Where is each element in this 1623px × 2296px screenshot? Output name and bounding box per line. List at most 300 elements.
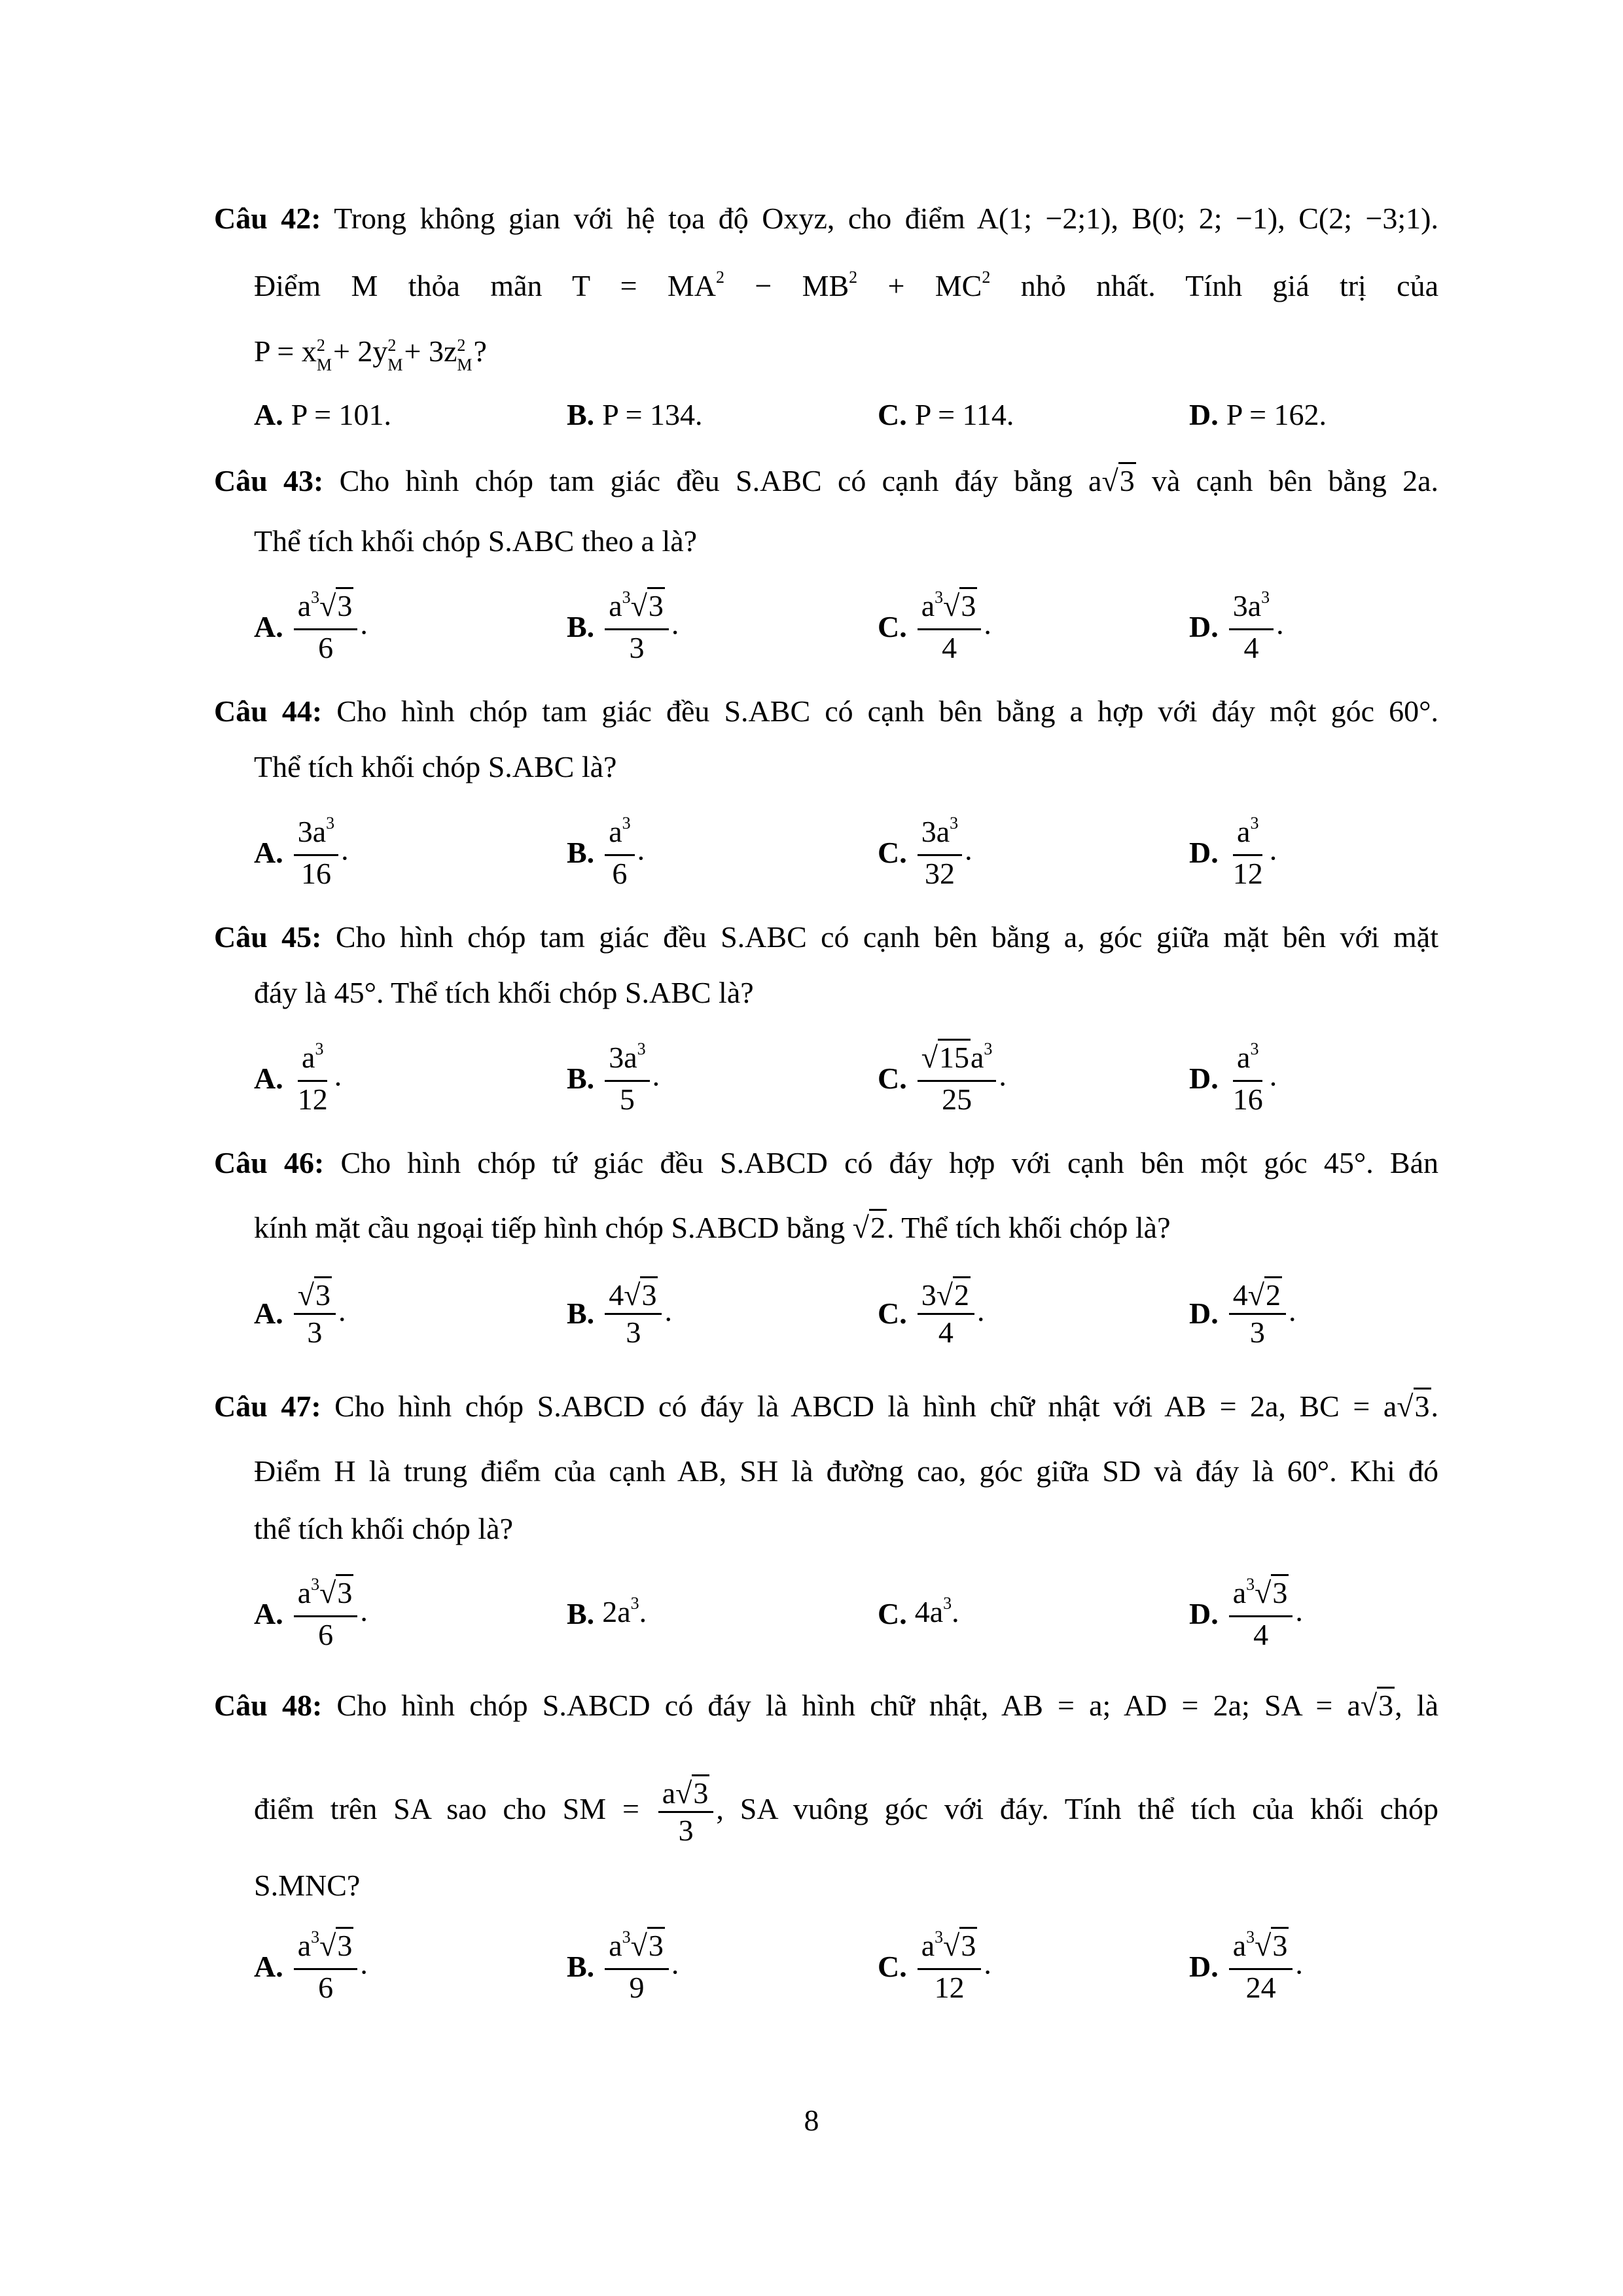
text-run: 12 bbox=[934, 1971, 965, 2004]
answer-option-b bbox=[567, 1591, 647, 1637]
radicand: 3 bbox=[336, 587, 353, 622]
option-letter: D. bbox=[1189, 836, 1219, 869]
text-run: . bbox=[1431, 1390, 1439, 1423]
radicand: 2 bbox=[869, 1209, 887, 1244]
denominator bbox=[314, 630, 337, 666]
text-run: 16 bbox=[300, 857, 331, 890]
text-run: . bbox=[1295, 1946, 1303, 1981]
denominator bbox=[675, 1813, 698, 1848]
square-root bbox=[1397, 1388, 1431, 1423]
numerator bbox=[605, 1928, 669, 1970]
radical-sign-icon: √ bbox=[852, 1211, 870, 1244]
numerator bbox=[1229, 1928, 1293, 1970]
text-run: thể tích khối chóp là? bbox=[254, 1512, 513, 1545]
text-run: . bbox=[1295, 1594, 1303, 1628]
superscript: 2 bbox=[849, 268, 858, 287]
fraction bbox=[1229, 1928, 1293, 2005]
square-root bbox=[1255, 1927, 1289, 1962]
option-letter: C. bbox=[878, 1297, 907, 1330]
text-run: Cho hình chóp tam giác đều S.ABC có cạnh bên bằng a, góc giữa mặt bên với mặt bbox=[321, 920, 1438, 954]
fraction bbox=[605, 814, 634, 891]
answer-option-d bbox=[1189, 392, 1327, 438]
option-letter: D. bbox=[1189, 1062, 1219, 1095]
text-run: Cho hình chóp S.ABCD có đáy là hình chữ nhật, AB = a; AD = 2a; SA = a bbox=[322, 1689, 1361, 1722]
superscript: 3 bbox=[630, 1593, 639, 1613]
question-line bbox=[214, 689, 1438, 734]
text-run: 3 bbox=[629, 631, 645, 664]
option-content bbox=[602, 814, 645, 891]
numerator bbox=[1233, 1040, 1262, 1082]
text-run: 6 bbox=[612, 857, 628, 890]
denominator bbox=[622, 1315, 645, 1350]
radical-sign-icon: √ bbox=[1247, 1278, 1264, 1312]
answer-option-d bbox=[1189, 588, 1284, 664]
text-run: 32 bbox=[924, 857, 955, 890]
question-label: Câu 46: bbox=[214, 1146, 325, 1179]
radicand: 3 bbox=[1377, 1687, 1395, 1722]
option-content bbox=[1226, 1575, 1303, 1653]
square-root bbox=[631, 1927, 665, 1962]
numerator bbox=[918, 1040, 997, 1082]
option-letter: B. bbox=[567, 398, 595, 431]
text-run: 4 bbox=[1243, 631, 1259, 664]
radical-sign-icon: √ bbox=[1255, 1576, 1272, 1609]
option-letter: B. bbox=[567, 1950, 595, 1983]
radical-sign-icon: √ bbox=[943, 1929, 960, 1962]
option-letter: A. bbox=[254, 1597, 283, 1630]
text-run: 3 bbox=[921, 1278, 936, 1312]
option-content bbox=[291, 1928, 368, 2005]
text-run: . bbox=[652, 1058, 660, 1092]
fraction bbox=[605, 1278, 662, 1350]
text-run: Trong không gian với hệ tọa độ Oxyz, cho điểm A(1; −2;1), B(0; 2; −1), C(2; −3;1). bbox=[321, 202, 1438, 235]
option-content bbox=[1226, 1278, 1296, 1350]
numerator bbox=[918, 1278, 974, 1315]
denominator bbox=[1240, 630, 1262, 666]
option-content bbox=[602, 1589, 647, 1640]
text-run: a bbox=[1232, 1929, 1247, 1962]
numerator bbox=[605, 1040, 649, 1082]
radicand: 3 bbox=[1271, 1927, 1289, 1962]
text-run: đáy là 45°. Thể tích khối chóp S.ABC là? bbox=[254, 976, 754, 1009]
option-content bbox=[915, 814, 972, 891]
option-content bbox=[291, 814, 349, 891]
answer-option-c bbox=[878, 1039, 1007, 1116]
radical-sign-icon: √ bbox=[1360, 1689, 1378, 1722]
page-number: 8 bbox=[804, 2104, 819, 2137]
option-content bbox=[915, 392, 1014, 438]
superscript: 2 bbox=[316, 336, 325, 355]
superscript: 3 bbox=[1246, 1575, 1255, 1594]
radical-sign-icon: √ bbox=[1101, 464, 1118, 497]
numerator bbox=[1233, 814, 1262, 856]
fraction bbox=[294, 1575, 358, 1653]
radical-sign-icon: √ bbox=[1255, 1929, 1272, 1962]
answer-options bbox=[254, 588, 1438, 664]
denominator bbox=[303, 1315, 326, 1350]
superscript: 2 bbox=[982, 268, 991, 287]
text-run: Cho hình chóp tam giác đều S.ABC có cạnh bên bằng a hợp với đáy một góc 60°. bbox=[322, 694, 1438, 728]
answer-option-b bbox=[567, 1928, 679, 2004]
superscript: 3 bbox=[622, 588, 631, 607]
question-label: Câu 48: bbox=[214, 1689, 323, 1722]
answer-option-c bbox=[878, 1928, 991, 2004]
text-run: . bbox=[1276, 607, 1284, 641]
question-line bbox=[214, 458, 1438, 504]
denominator bbox=[938, 630, 961, 666]
denominator bbox=[297, 856, 335, 891]
fraction bbox=[918, 588, 982, 666]
superscript: 3 bbox=[935, 588, 944, 607]
answer-option-a bbox=[254, 1575, 368, 1651]
square-root bbox=[1248, 1276, 1282, 1312]
question-label: Câu 44: bbox=[214, 694, 323, 728]
radicand: 3 bbox=[336, 1927, 353, 1962]
option-letter: D. bbox=[1189, 610, 1219, 643]
answer-option-d bbox=[1189, 1928, 1303, 2004]
fraction bbox=[658, 1776, 714, 1848]
superscript: 3 bbox=[637, 1039, 646, 1058]
text-run: P = 134. bbox=[602, 398, 703, 431]
text-run: 6 bbox=[318, 1971, 334, 2004]
question-line bbox=[254, 1205, 1438, 1251]
superscript: 3 bbox=[1261, 588, 1270, 607]
superscript: 3 bbox=[950, 814, 959, 833]
text-run: + 2y bbox=[332, 334, 388, 368]
superscript: 3 bbox=[326, 814, 335, 833]
option-letter: A. bbox=[254, 1950, 283, 1983]
text-run: 12 bbox=[1232, 857, 1263, 890]
superscript: 2 bbox=[715, 268, 724, 287]
square-root bbox=[298, 1276, 332, 1312]
answer-option-c bbox=[878, 588, 991, 664]
text-run: + 3z bbox=[404, 334, 457, 368]
option-letter: D. bbox=[1189, 398, 1219, 431]
question-line bbox=[254, 744, 1438, 790]
option-letter: A. bbox=[254, 836, 283, 869]
text-run: a bbox=[921, 1929, 935, 1962]
option-letter: C. bbox=[878, 610, 907, 643]
option-content bbox=[602, 1040, 660, 1117]
option-letter: B. bbox=[567, 1297, 595, 1330]
fraction bbox=[294, 814, 338, 891]
text-run: Thể tích khối chóp S.ABC theo a là? bbox=[254, 524, 698, 558]
numerator bbox=[298, 1040, 327, 1082]
superscript: 3 bbox=[1250, 814, 1259, 833]
square-root bbox=[943, 587, 977, 622]
superscript: 3 bbox=[311, 1575, 320, 1594]
text-run: 25 bbox=[942, 1083, 972, 1116]
radical-sign-icon: √ bbox=[943, 589, 960, 622]
text-run: − MB bbox=[724, 269, 849, 302]
text-run: P = x bbox=[254, 334, 317, 368]
text-run: . bbox=[976, 1293, 985, 1327]
square-root bbox=[624, 1276, 658, 1312]
question-label: Câu 43: bbox=[214, 464, 324, 497]
numerator bbox=[918, 588, 982, 630]
text-run: 6 bbox=[318, 1618, 334, 1651]
option-content bbox=[291, 392, 391, 438]
answer-option-c bbox=[878, 392, 1014, 438]
text-run: nhỏ nhất. Tính giá trị của bbox=[990, 269, 1438, 302]
superscript: 2 bbox=[387, 336, 397, 355]
subscript: M bbox=[316, 355, 332, 375]
option-content bbox=[915, 588, 991, 666]
radicand: 3 bbox=[959, 587, 977, 622]
text-run: P = 101. bbox=[291, 398, 392, 431]
question-line bbox=[254, 1776, 1438, 1847]
option-letter: B. bbox=[567, 1062, 595, 1095]
text-run: 2a bbox=[602, 1594, 631, 1628]
option-letter: A. bbox=[254, 610, 283, 643]
option-letter: C. bbox=[878, 1062, 907, 1095]
radicand: 3 bbox=[647, 587, 665, 622]
text-run: . bbox=[341, 833, 349, 867]
text-run: S.MNC? bbox=[254, 1869, 361, 1902]
text-run: 3a bbox=[609, 1041, 637, 1074]
text-run: 3 bbox=[307, 1315, 323, 1349]
text-run: 6 bbox=[318, 631, 334, 664]
text-run: a bbox=[662, 1776, 676, 1810]
text-run: a bbox=[1237, 1041, 1251, 1074]
option-letter: B. bbox=[567, 610, 595, 643]
radical-sign-icon: √ bbox=[319, 1576, 336, 1609]
fraction bbox=[294, 1928, 358, 2005]
answer-option-b bbox=[567, 814, 645, 890]
fraction bbox=[605, 588, 669, 666]
text-run: P = 162. bbox=[1226, 398, 1327, 431]
numerator bbox=[1229, 1278, 1286, 1315]
question-line bbox=[254, 329, 1438, 374]
fraction bbox=[605, 1040, 649, 1117]
fraction bbox=[294, 1040, 332, 1117]
numerator bbox=[294, 588, 358, 630]
fraction bbox=[918, 1928, 982, 2005]
text-run: Cho hình chóp tam giác đều S.ABC có cạnh đáy bằng a bbox=[323, 464, 1102, 497]
option-letter: C. bbox=[878, 1950, 907, 1983]
fraction bbox=[605, 1928, 669, 2005]
text-run: 4 bbox=[938, 1315, 954, 1349]
denominator bbox=[1246, 1315, 1269, 1350]
answer-option-b bbox=[567, 1039, 660, 1116]
superscript: 3 bbox=[315, 1039, 324, 1058]
answer-options bbox=[254, 814, 1438, 890]
radical-sign-icon: √ bbox=[297, 1278, 314, 1312]
option-content bbox=[1226, 1928, 1303, 2005]
text-run: và cạnh bên bằng 2a. bbox=[1135, 464, 1438, 497]
radical-sign-icon: √ bbox=[319, 589, 336, 622]
question-line bbox=[214, 1384, 1438, 1429]
superscript: 3 bbox=[1246, 1928, 1255, 1946]
radicand: 3 bbox=[959, 1927, 977, 1962]
square-root bbox=[853, 1209, 887, 1244]
answer-option-b bbox=[567, 392, 703, 438]
text-run: Điểm M thỏa mãn T = MA bbox=[254, 269, 716, 302]
superscript: 3 bbox=[984, 1039, 993, 1058]
fraction bbox=[1229, 1575, 1293, 1653]
answer-options bbox=[254, 1928, 1438, 2004]
square-root bbox=[936, 1276, 971, 1312]
text-run: . bbox=[671, 1946, 679, 1981]
square-root bbox=[675, 1774, 709, 1810]
option-letter: D. bbox=[1189, 1950, 1219, 1983]
radical-sign-icon: √ bbox=[921, 1041, 938, 1074]
option-content bbox=[1226, 814, 1277, 891]
answer-option-d bbox=[1189, 1575, 1303, 1651]
text-run: , là bbox=[1395, 1689, 1439, 1722]
denominator bbox=[921, 856, 959, 891]
text-run: 5 bbox=[619, 1083, 635, 1116]
answer-option-a bbox=[254, 814, 349, 890]
text-run: 16 bbox=[1232, 1083, 1263, 1116]
option-content bbox=[1226, 588, 1284, 666]
text-run: . bbox=[1269, 1058, 1277, 1092]
text-run: . bbox=[637, 833, 645, 867]
numerator bbox=[1229, 588, 1274, 630]
radical-sign-icon: √ bbox=[1397, 1390, 1414, 1423]
text-run: 4 bbox=[1253, 1618, 1269, 1651]
option-content bbox=[1226, 392, 1327, 438]
numerator bbox=[294, 1575, 358, 1617]
denominator bbox=[1242, 1970, 1280, 2005]
radical-sign-icon: √ bbox=[624, 1278, 641, 1312]
text-run: 24 bbox=[1245, 1971, 1276, 2004]
denominator bbox=[616, 1082, 639, 1117]
text-run: 4 bbox=[609, 1278, 624, 1312]
option-letter: A. bbox=[254, 1062, 283, 1095]
text-run: . bbox=[1269, 833, 1277, 867]
question-line bbox=[214, 1140, 1438, 1186]
option-letter: D. bbox=[1189, 1297, 1219, 1330]
text-run: 3 bbox=[626, 1315, 641, 1349]
question-line bbox=[254, 263, 1438, 309]
question-line bbox=[214, 914, 1438, 960]
question-line bbox=[254, 1863, 1438, 1909]
text-run: . bbox=[952, 1594, 959, 1628]
text-run: a bbox=[297, 589, 312, 622]
numerator bbox=[605, 588, 669, 630]
answer-option-a bbox=[254, 1928, 368, 2004]
numerator bbox=[918, 1928, 982, 1970]
answer-options bbox=[254, 1575, 1438, 1651]
text-run: . bbox=[999, 1058, 1007, 1092]
text-run: a bbox=[1237, 815, 1251, 848]
text-run: . bbox=[984, 1946, 991, 1981]
option-content bbox=[602, 392, 702, 438]
answer-option-c bbox=[878, 1591, 959, 1637]
answer-option-a bbox=[254, 1278, 346, 1349]
square-root bbox=[921, 1039, 971, 1074]
denominator bbox=[935, 1315, 957, 1350]
question-label: Câu 42: bbox=[214, 202, 321, 235]
denominator bbox=[1229, 856, 1267, 891]
option-content bbox=[291, 588, 368, 666]
square-root bbox=[1255, 1574, 1289, 1609]
radical-sign-icon: √ bbox=[675, 1776, 692, 1810]
option-letter: B. bbox=[567, 836, 595, 869]
option-letter: D. bbox=[1189, 1597, 1219, 1630]
superscript: 3 bbox=[622, 814, 631, 833]
radicand: 2 bbox=[953, 1276, 971, 1312]
radicand: 3 bbox=[647, 1927, 665, 1962]
answer-options bbox=[254, 392, 1438, 438]
text-run: 4 bbox=[1232, 1278, 1248, 1312]
option-letter: C. bbox=[878, 836, 907, 869]
superscript: 3 bbox=[943, 1593, 952, 1613]
denominator bbox=[626, 630, 649, 666]
radicand: 3 bbox=[1414, 1388, 1431, 1423]
text-run: 3a bbox=[1232, 589, 1262, 622]
option-content bbox=[291, 1040, 342, 1117]
answer-option-d bbox=[1189, 814, 1277, 890]
option-content bbox=[915, 1278, 985, 1350]
square-root bbox=[1361, 1687, 1395, 1722]
denominator bbox=[608, 856, 631, 891]
text-run: . bbox=[360, 607, 368, 641]
option-content bbox=[291, 1575, 368, 1653]
superscript: 3 bbox=[935, 1928, 944, 1946]
text-run: . bbox=[334, 1058, 342, 1092]
fraction bbox=[294, 1278, 336, 1350]
fraction bbox=[1229, 588, 1274, 666]
superscript: 3 bbox=[622, 1928, 631, 1946]
radicand: 3 bbox=[336, 1574, 353, 1609]
radicand: 3 bbox=[1271, 1574, 1289, 1609]
text-run: . bbox=[671, 607, 679, 641]
text-run: a bbox=[297, 1929, 312, 1962]
text-run: điểm trên SA sao cho SM = bbox=[254, 1792, 656, 1826]
denominator bbox=[1229, 1082, 1267, 1117]
option-content bbox=[1226, 1040, 1277, 1117]
numerator bbox=[294, 1928, 358, 1970]
text-run: . bbox=[984, 607, 991, 641]
text-run: a bbox=[1232, 1576, 1247, 1609]
question-line bbox=[254, 518, 1438, 564]
question-line bbox=[214, 1683, 1438, 1729]
text-run: a bbox=[302, 1041, 315, 1074]
radicand: 3 bbox=[314, 1276, 332, 1312]
text-run: 4a bbox=[914, 1594, 944, 1628]
question-line bbox=[254, 1448, 1438, 1494]
fraction bbox=[918, 1278, 974, 1350]
radical-sign-icon: √ bbox=[630, 1929, 647, 1962]
question-line bbox=[254, 970, 1438, 1016]
question-label: Câu 45: bbox=[214, 920, 322, 954]
question-line bbox=[254, 1506, 1438, 1552]
option-content bbox=[602, 588, 679, 666]
text-run: Cho hình chóp S.ABCD có đáy là ABCD là hình chữ nhật với AB = 2a, BC = a bbox=[321, 1390, 1397, 1423]
numerator bbox=[605, 814, 634, 856]
text-run: 9 bbox=[629, 1971, 645, 2004]
square-root bbox=[631, 587, 665, 622]
fraction bbox=[918, 1040, 997, 1117]
radicand: 3 bbox=[692, 1774, 709, 1810]
text-run: . bbox=[338, 1293, 346, 1327]
denominator bbox=[931, 1970, 969, 2005]
answer-options bbox=[254, 1278, 1438, 1349]
option-content bbox=[915, 1040, 1007, 1117]
denominator bbox=[938, 1082, 976, 1117]
text-run: 3a bbox=[921, 815, 950, 848]
superscript: 3 bbox=[311, 1928, 320, 1946]
subscript: M bbox=[387, 355, 403, 375]
text-run: a bbox=[609, 1929, 622, 1962]
question-line bbox=[214, 196, 1438, 242]
superscript: 2 bbox=[457, 336, 466, 355]
denominator bbox=[314, 1617, 337, 1653]
answer-option-a bbox=[254, 392, 391, 438]
text-run: Điểm H là trung điểm của cạnh AB, SH là đường cao, góc giữa SD và đáy là 60°. Khi đó bbox=[254, 1454, 1438, 1488]
